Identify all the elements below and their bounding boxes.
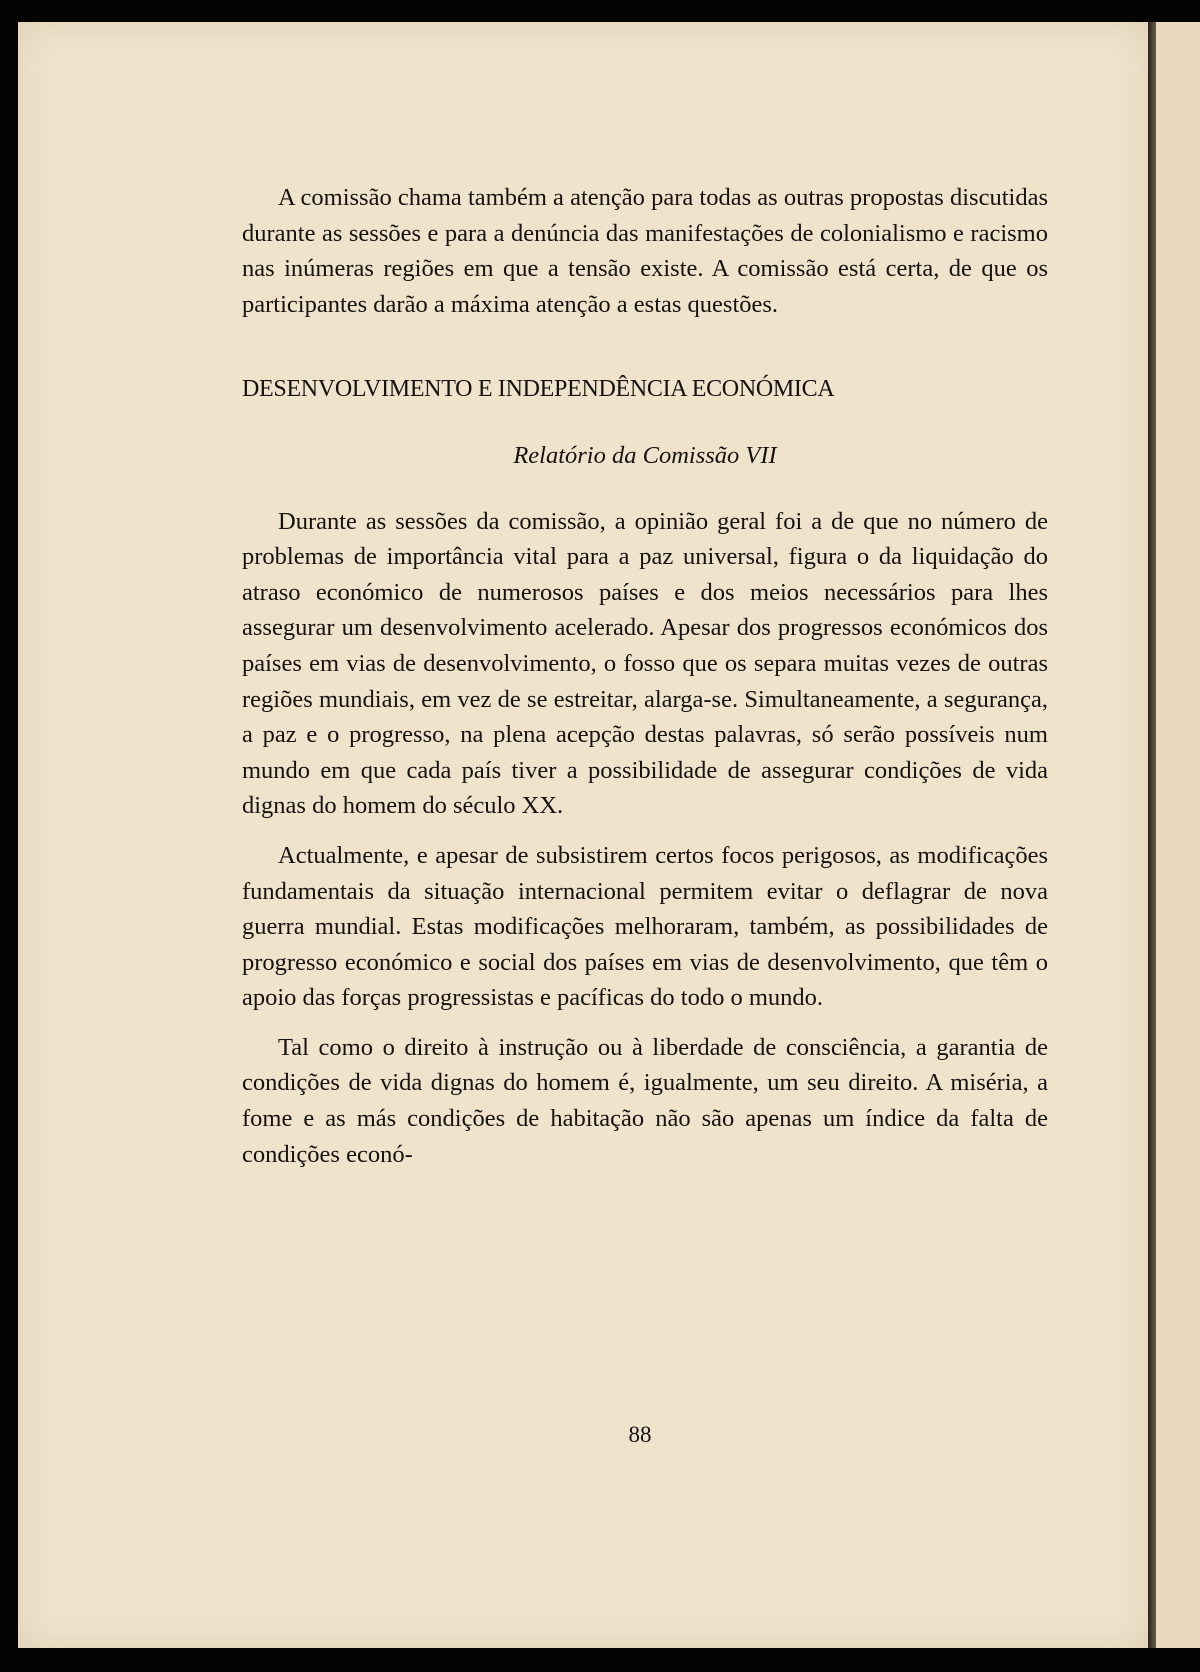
paragraph-right-to-dignity: Tal como o direito à instrução ou à liberdade de consciência, a garantia de condições de vida dignas do homem é, igualmente, um seu direito. A miséria, a fome e as más condições de habitação não são apenas um índice da falta de condições econó-	[242, 1033, 1048, 1168]
section-heading: DESENVOLVIMENTO E INDEPENDÊNCIA ECONÓMICA	[242, 376, 835, 403]
paragraph-current-situation: Actualmente, e apesar de subsistirem certos focos perigosos, as modificações fundamentais da situação internacional permitem evitar o deflagrar de nova guerra mundial. Estas modificações melhoraram, também, as possibilidades de progresso económico e social dos países em vias de desenvolvimento, que têm o apoio das forças progressistas e pacíficas do todo o mundo.	[242, 841, 1048, 1012]
paragraph-commission-attention: A comissão chama também a atenção para todas as outras propostas discutidas durante as sessões e para a denúncia das manifestações de colonialismo e racismo nas inúmeras regiões em que a tensão existe. A comissão está certa, de que os participantes darão a máxima atenção a estas questões.	[242, 184, 1048, 318]
adjacent-page-edge	[1156, 22, 1200, 1648]
report-title: Relatório da Comissão VII	[513, 441, 777, 469]
paragraph-general-opinion: Durante as sessões da comissão, a opinião geral foi a de que no número de problemas de importância vital para a paz universal, figura o da liquidação do atraso económico de numerosos países e dos meios necessários para lhes assegurar um desenvolvimento acelerado. Apesar dos progressos económicos dos países em vias de desenvolvimento, o fosso que os separa muitas vezes de outras regiões mundiais, em vez de se estreitar, alarga-se. Simultaneamente, a segurança, a paz e o progresso, na plena acepção destas palavras, só serão possíveis num mundo em que cada país tiver a possibilidade de assegurar condições de vida dignas do homem do século XX.	[242, 507, 1048, 820]
page-number: 88	[628, 1422, 652, 1447]
book-gutter	[1148, 22, 1156, 1648]
page-text-block	[242, 180, 1048, 1172]
